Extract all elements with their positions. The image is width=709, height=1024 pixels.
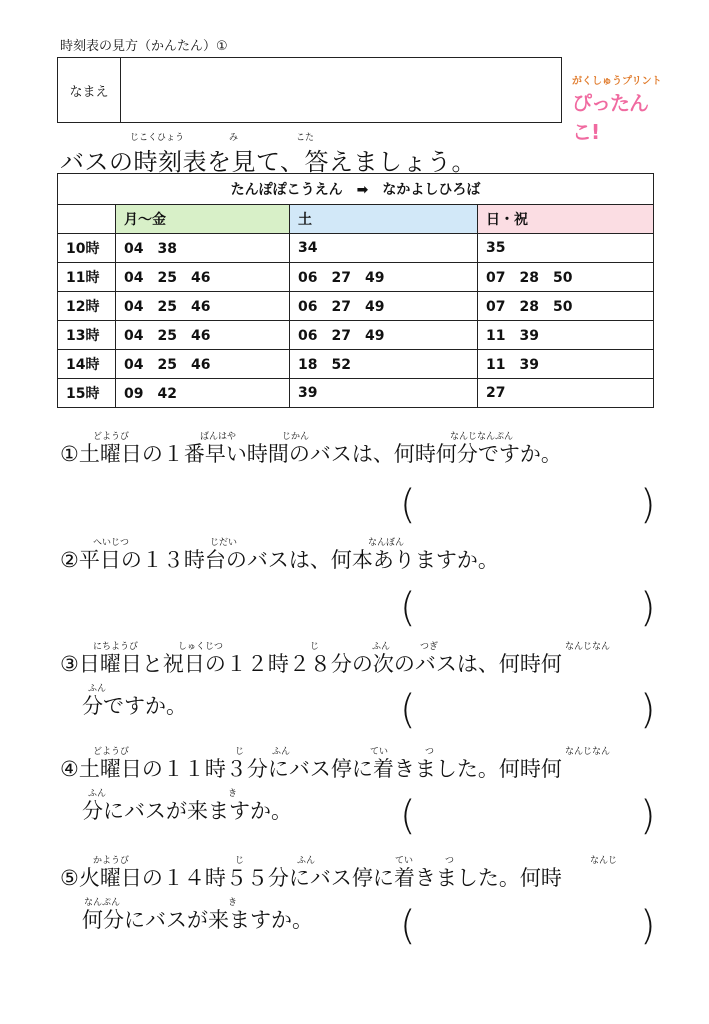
answer-paren-open: (	[400, 687, 416, 733]
saturday-times: 06 27 49	[290, 263, 478, 292]
ruby: へいじつ	[93, 538, 130, 548]
logo-line1: がくしゅうプリント	[572, 76, 662, 87]
saturday-times: 06 27 49	[290, 321, 478, 350]
ruby: なんじなんぷん	[450, 432, 514, 442]
holiday-times: 35	[478, 234, 654, 263]
ruby: じかん	[282, 432, 310, 442]
ruby: つ	[445, 856, 455, 866]
ruby: じだい	[210, 538, 238, 548]
question-5-line1: ⑤火曜日の１４時５５分にバス停に着きました。何時	[60, 866, 562, 890]
answer-paren-close: )	[640, 687, 656, 733]
answer-paren-open: (	[400, 585, 416, 631]
hour-cell: 11時	[58, 263, 116, 292]
worksheet-title: 時刻表の見方（かんたん）①	[60, 39, 228, 54]
table-row	[58, 350, 654, 379]
ruby: どようび	[93, 432, 130, 442]
question-3-line1: ③日曜日と祝日の１２時２８分の次のバスは、何時何	[60, 652, 562, 676]
holiday-times: 11 39	[478, 350, 654, 379]
ruby: ふん	[372, 642, 391, 652]
saturday-times: 34	[290, 234, 478, 263]
hour-cell: 10時	[58, 234, 116, 263]
question-3-line2: 分ですか。	[82, 694, 187, 718]
hour-header-cell	[58, 205, 116, 234]
holiday-times: 11 39	[478, 321, 654, 350]
hour-cell: 13時	[58, 321, 116, 350]
instruction-text: バスの時刻表を見て、答えましょう。	[60, 148, 477, 176]
table-row	[58, 379, 654, 408]
ruby: なんじなん	[565, 642, 611, 652]
ruby: にちようび	[93, 642, 139, 652]
weekday-times: 04 38	[116, 234, 290, 263]
header-saturday: 土	[290, 205, 478, 234]
logo-line2: ぴったんこ!	[572, 91, 648, 144]
answer-paren-close: )	[640, 793, 656, 839]
saturday-times: 06 27 49	[290, 292, 478, 321]
holiday-times: 27	[478, 379, 654, 408]
brand-logo	[572, 72, 668, 144]
ruby: じ	[235, 856, 245, 866]
question-1: ①土曜日の１番早い時間のバスは、何時何分ですか。	[60, 442, 562, 466]
holiday-times: 07 28 50	[478, 292, 654, 321]
name-label: なまえ	[58, 58, 121, 122]
hour-cell: 14時	[58, 350, 116, 379]
ruby: かようび	[93, 856, 130, 866]
header-holiday: 日・祝	[478, 205, 654, 234]
table-row	[58, 263, 654, 292]
weekday-times: 04 25 46	[116, 263, 290, 292]
ruby: き	[228, 789, 238, 799]
ruby: しゅくじつ	[178, 642, 224, 652]
answer-paren-close: )	[640, 482, 656, 528]
ruby: てい	[370, 747, 389, 757]
answer-paren-open: (	[400, 903, 416, 949]
table-row	[58, 292, 654, 321]
ruby: なんぼん	[368, 538, 405, 548]
route-header: たんぽぽこうえん ➡ なかよしひろば	[58, 174, 654, 205]
ruby: つぎ	[420, 642, 439, 652]
ruby: み	[229, 133, 239, 143]
weekday-times: 04 25 46	[116, 292, 290, 321]
weekday-times: 09 42	[116, 379, 290, 408]
saturday-times: 18 52	[290, 350, 478, 379]
ruby: き	[228, 898, 238, 908]
question-4-line2: 分にバスが来ますか。	[82, 799, 292, 823]
ruby: なんぷん	[84, 898, 121, 908]
answer-paren-open: (	[400, 793, 416, 839]
ruby: じ	[310, 642, 320, 652]
answer-paren-open: (	[400, 482, 416, 528]
name-box	[57, 57, 562, 123]
ruby: じ	[235, 747, 245, 757]
question-5-line2: 何分にバスが来ますか。	[82, 908, 313, 932]
answer-paren-close: )	[640, 585, 656, 631]
weekday-times: 04 25 46	[116, 350, 290, 379]
ruby: ばんはや	[200, 432, 237, 442]
ruby: ふん	[297, 856, 316, 866]
ruby: つ	[425, 747, 435, 757]
name-field[interactable]	[121, 58, 561, 122]
ruby: なんじなん	[565, 747, 611, 757]
ruby: ふん	[88, 684, 107, 694]
holiday-times: 07 28 50	[478, 263, 654, 292]
ruby: こた	[296, 133, 315, 143]
table-row	[58, 321, 654, 350]
weekday-times: 04 25 46	[116, 321, 290, 350]
ruby: じこくひょう	[130, 133, 185, 143]
ruby: どようび	[93, 747, 130, 757]
header-weekday: 月～金	[116, 205, 290, 234]
saturday-times: 39	[290, 379, 478, 408]
ruby: ふん	[272, 747, 291, 757]
bus-timetable	[57, 173, 654, 408]
hour-cell: 15時	[58, 379, 116, 408]
question-4-line1: ④土曜日の１１時３分にバス停に着きました。何時何	[60, 757, 562, 781]
ruby: てい	[395, 856, 414, 866]
table-row	[58, 234, 654, 263]
hour-cell: 12時	[58, 292, 116, 321]
answer-paren-close: )	[640, 903, 656, 949]
ruby: なんじ	[590, 856, 618, 866]
ruby: ふん	[88, 789, 107, 799]
question-2: ②平日の１３時台のバスは、何本ありますか。	[60, 548, 499, 572]
